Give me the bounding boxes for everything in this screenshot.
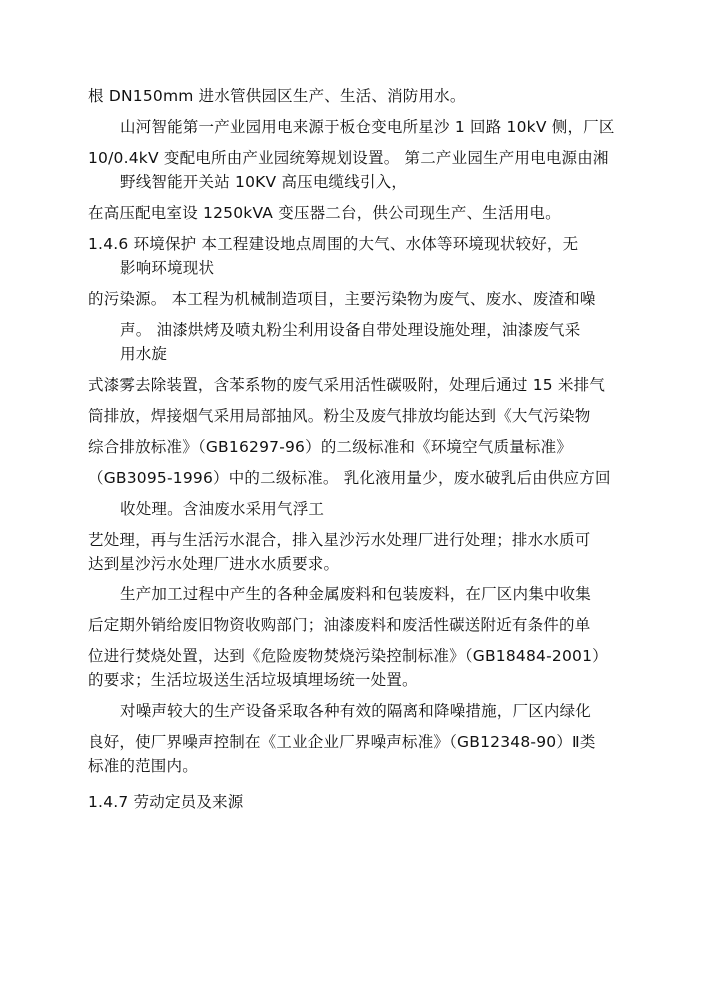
body-text-line: 生产加工过程中产生的各种金属废料和包装废料，在厂区内集中收集 xyxy=(120,585,592,603)
body-text-line: 收处理。含油废水采用气浮工 xyxy=(120,500,325,518)
section-heading-1-4-7: 1.4.7 劳动定员及来源 xyxy=(88,793,244,811)
body-text-line: 野线智能开关站 10KV 高压电缆线引入， xyxy=(120,173,408,191)
body-text-line: 综合排放标准》（GB16297-96）的二级标准和《环境空气质量标准》 xyxy=(88,438,573,456)
body-text-line: 位进行焚烧处置，达到《危险废物焚烧污染控制标准》（GB18484-2001） xyxy=(88,647,608,665)
body-text-line: 用水旋 xyxy=(120,345,168,363)
body-text-line: 对噪声较大的生产设备采取各种有效的隔离和降噪措施，厂区内绿化 xyxy=(120,702,592,720)
body-text-line: 影响环境现状 xyxy=(120,259,215,277)
body-text-line: 良好，使厂界噪声控制在《工业企业厂界噪声标准》（GB12348-90）Ⅱ类 xyxy=(88,733,596,751)
body-text-line: 山河智能第一产业园用电来源于板仓变电所星沙 1 回路 10kV 侧，厂区 xyxy=(120,118,615,136)
body-text-line: 艺处理，再与生活污水混合，排入星沙污水处理厂进行处理；排水水质可 xyxy=(88,531,591,549)
body-text-line: 后定期外销给废旧物资收购部门；油漆废料和废活性碳送附近有条件的单 xyxy=(88,616,591,634)
body-text-line: 标准的范围内。 xyxy=(88,757,198,775)
body-text-line: 10/0.4kV 变配电所由产业园统筹规划设置。 第二产业园生产用电电源由湘 xyxy=(88,149,609,167)
body-text-line: 的污染源。 本工程为机械制造项目，主要污染物为废气、废水、废渣和噪 xyxy=(88,290,596,308)
body-text-line: 的要求；生活垃圾送生活垃圾填埋场统一处置。 xyxy=(88,671,418,689)
body-text-line: 筒排放，焊接烟气采用局部抽风。粉尘及废气排放均能达到《大气污染物 xyxy=(88,407,591,425)
body-text-line: 根 DN150mm 进水管供园区生产、生活、消防用水。 xyxy=(88,87,466,105)
body-text-line: 式漆雾去除装置，含苯系物的废气采用活性碳吸附，处理后通过 15 米排气 xyxy=(88,376,606,394)
section-heading-1-4-6: 1.4.6 环境保护 本工程建设地点周围的大气、水体等环境现状较好，无 xyxy=(88,235,579,253)
body-text-line: 声。 油漆烘烤及喷丸粉尘利用设备自带处理设施处理，油漆废气采 xyxy=(120,321,581,339)
body-text-line: 达到星沙污水处理厂进水水质要求。 xyxy=(88,555,340,573)
body-text-line: 在高压配电室设 1250kVA 变压器二台，供公司现生产、生活用电。 xyxy=(88,204,561,222)
body-text-line: （GB3095-1996）中的二级标准。 乳化液用量少，废水破乳后由供应方回 xyxy=(88,469,611,487)
